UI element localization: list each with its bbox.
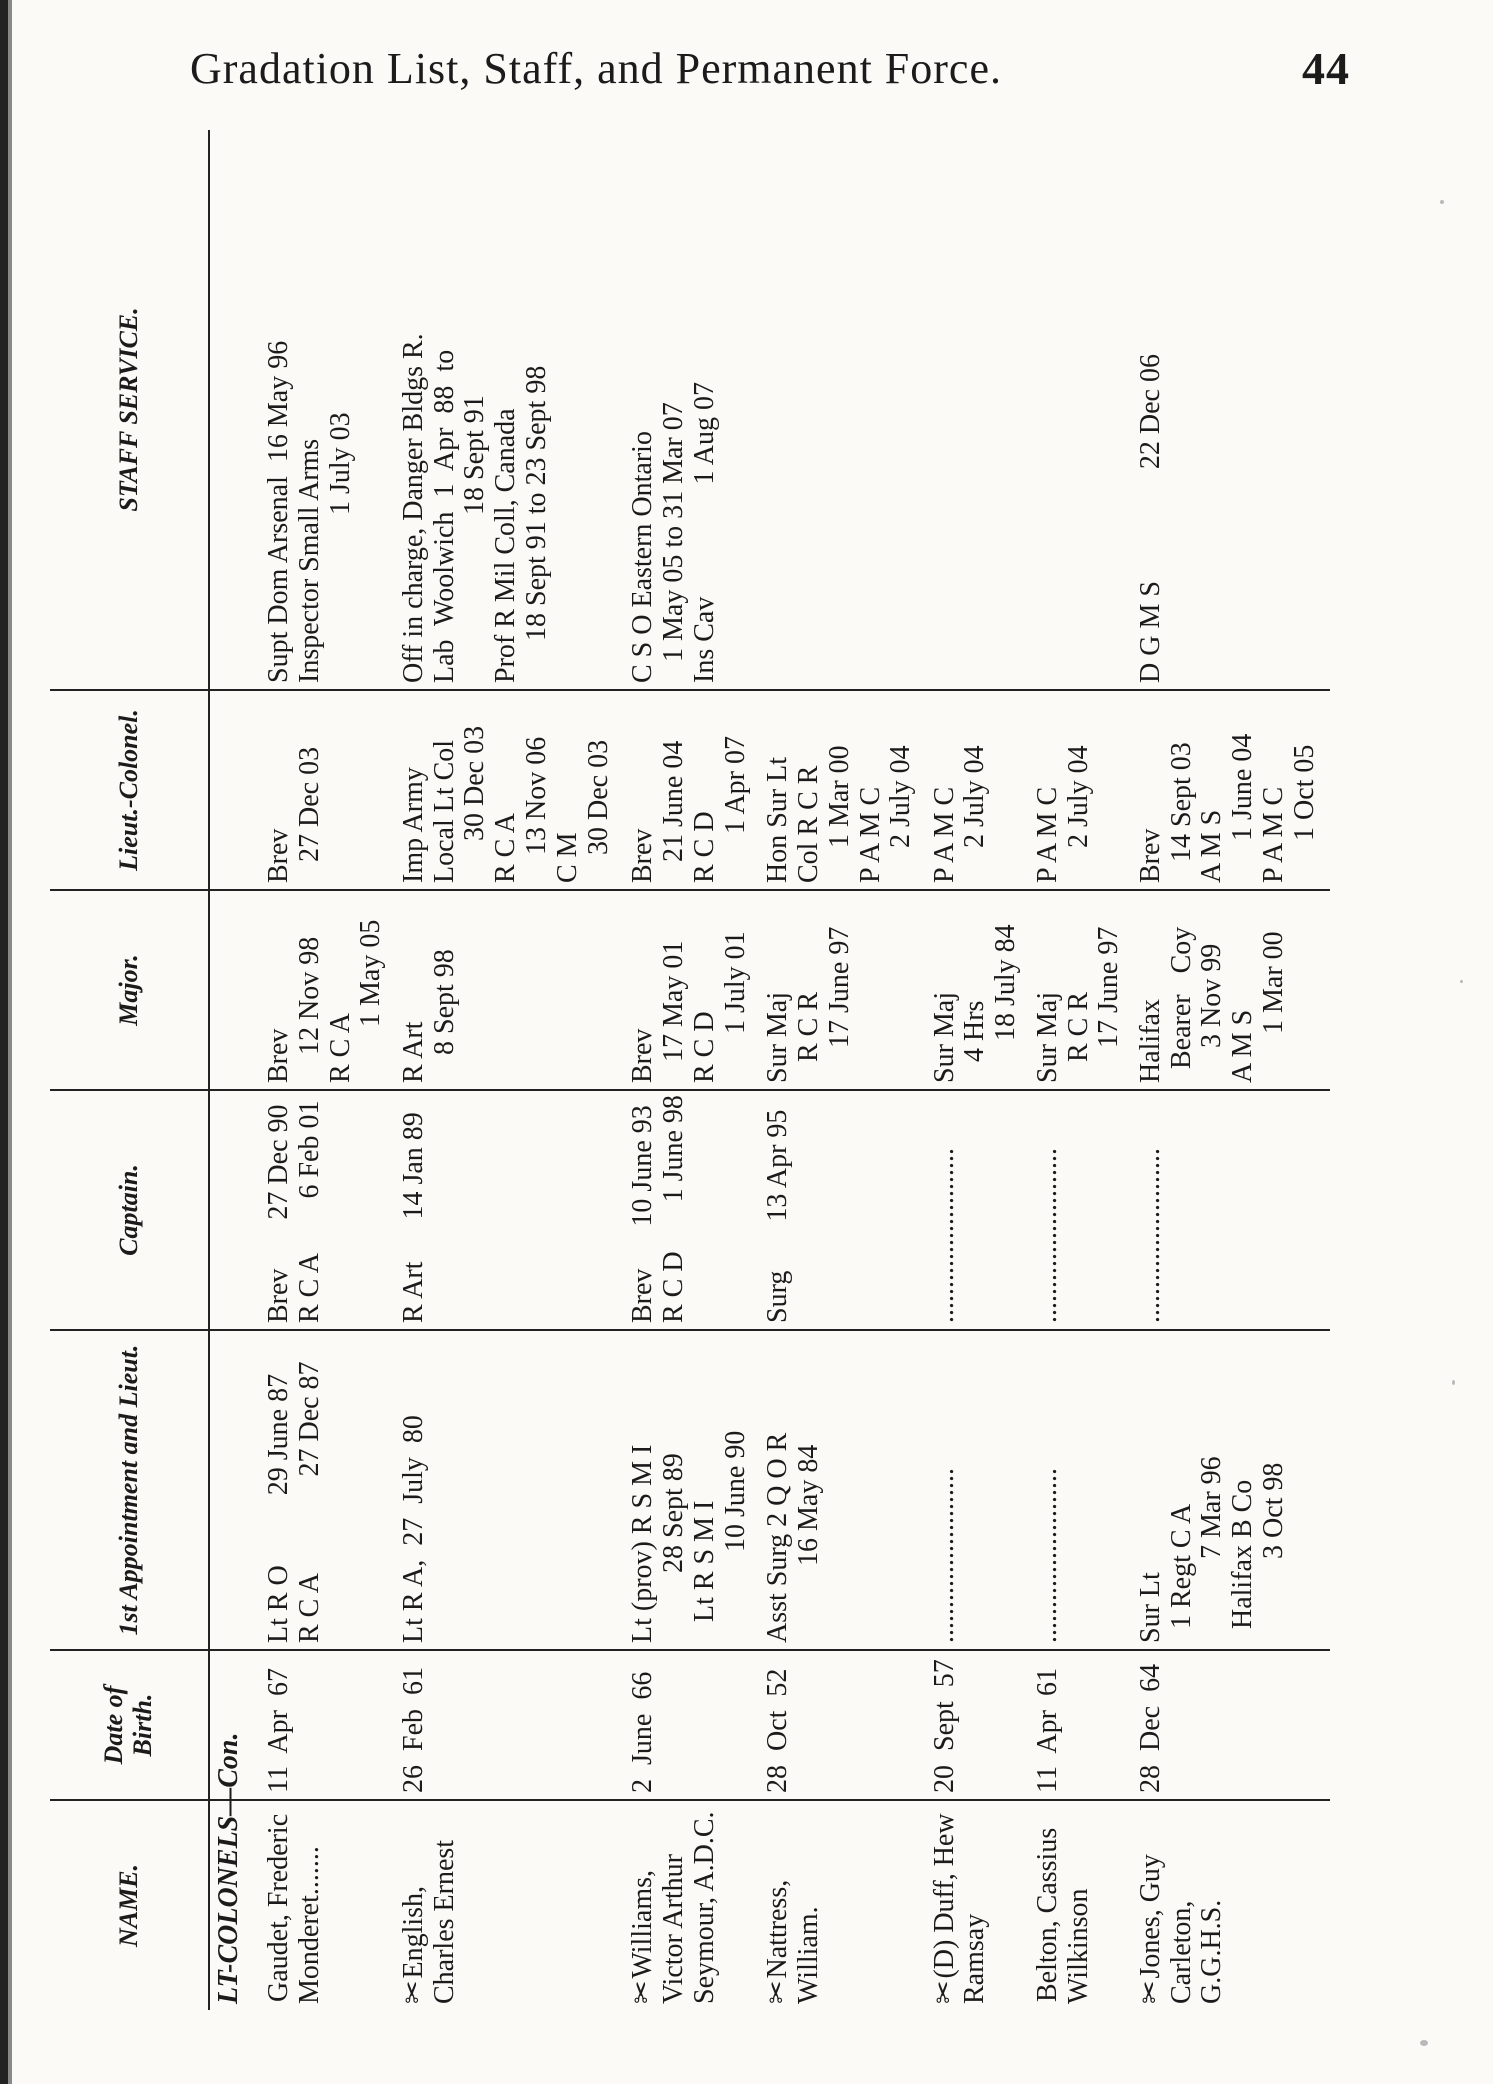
officer-name: Belton, Cassius Wilkinson xyxy=(1031,1827,1094,2004)
page-title: Gradation List, Staff, and Permanent Force. xyxy=(190,43,1002,93)
cell-first-appt: ......................... xyxy=(926,1330,1029,1650)
group-label: LT-COLONELS—Con. xyxy=(213,1732,244,2004)
cell-major: Brev 12 Nov 98 R C A 1 May 05 xyxy=(260,890,395,1090)
column-header-captain: Captain. xyxy=(50,1090,209,1330)
cell-dob: 11 Apr 67 xyxy=(260,1650,395,1800)
rotated-table-stage xyxy=(50,130,1330,2010)
cell-dob: 11 Apr 61 xyxy=(1029,1650,1132,1800)
paper-speck xyxy=(1440,200,1444,204)
cell-lt-colonel: Brev 14 Sept 03 A M S 1 June 04 P A M C 1 Oct 05 xyxy=(1132,690,1330,890)
scissors-mark-icon: ✂ xyxy=(928,1980,960,2004)
cell-dob: 26 Feb 61 xyxy=(395,1650,625,1800)
cell-captain: Brev 27 Dec 90 R C A 6 Feb 01 xyxy=(260,1090,395,1330)
paper-speck xyxy=(1452,1380,1455,1385)
scissors-mark-icon: ✂ xyxy=(1134,1980,1166,2004)
cell-lt-colonel: Imp Army Local Lt Col 30 Dec 03 R C A 13 Nov 06 C M 30 Dec 03 xyxy=(395,690,625,890)
table-row xyxy=(260,130,395,2010)
cell-captain: ......................... xyxy=(1132,1090,1330,1330)
officer-name: Nattress, William. xyxy=(762,1879,825,2004)
cell-first-appt: Asst Surg 2 Q O R 16 May 84 xyxy=(759,1330,925,1650)
table-row xyxy=(926,130,1029,2010)
group-row xyxy=(209,130,260,2010)
cell-first-appt: Lt (prov) R S M I 28 Sept 89 Lt R S M I 10 June 90 xyxy=(624,1330,759,1650)
table-header-row xyxy=(50,130,209,2010)
cell-lt-colonel: P A M C 2 July 04 xyxy=(1029,690,1132,890)
cell-lt-colonel: Brev 21 June 04 R C D 1 Apr 07 xyxy=(624,690,759,890)
cell-captain: R Art 14 Jan 89 xyxy=(395,1090,625,1330)
cell-first-appt: ......................... xyxy=(1029,1330,1132,1650)
officer-name-cell xyxy=(395,1800,625,2010)
officer-name-cell xyxy=(759,1800,925,2010)
officer-name: Gaudet, Frederic Monderet....... xyxy=(263,1813,325,2004)
column-header-first-appt: 1st Appointment and Lieut. xyxy=(50,1330,209,1650)
cell-captain: ......................... xyxy=(1029,1090,1132,1330)
page-header xyxy=(190,40,1350,96)
cell-major: R Art 8 Sept 98 xyxy=(395,890,625,1090)
table-row xyxy=(624,130,759,2010)
cell-dob: 2 June 66 xyxy=(624,1650,759,1800)
scissors-mark-icon: ✂ xyxy=(762,1980,794,2004)
cell-staff-service: D G M S 22 Dec 06 xyxy=(1132,130,1330,690)
officer-name-cell xyxy=(1132,1800,1330,2010)
table-row xyxy=(759,130,925,2010)
cell-staff-service xyxy=(926,130,1029,690)
column-header-dob: Date of Birth. xyxy=(50,1650,209,1800)
officer-name-cell xyxy=(1029,1800,1132,2010)
page-binding-edge xyxy=(0,0,8,2084)
cell-major: Brev 17 May 01 R C D 1 July 01 xyxy=(624,890,759,1090)
cell-captain: ......................... xyxy=(926,1090,1029,1330)
cell-staff-service xyxy=(1029,130,1132,690)
cell-major: Halifax Bearer Coy 3 Nov 99 A M S 1 Mar 00 xyxy=(1132,890,1330,1090)
cell-captain: Surg 13 Apr 95 xyxy=(759,1090,925,1330)
table-row xyxy=(1029,130,1132,2010)
scissors-mark-icon: ✂ xyxy=(627,1980,659,2004)
cell-staff-service: C S O Eastern Ontario 1 May 05 to 31 Mar 07 Ins Cav 1 Aug 07 xyxy=(624,130,759,690)
officer-name: English, Charles Ernest xyxy=(397,1839,460,2004)
cell-staff-service: Supt Dom Arsenal 16 May 96 Inspector Small Arms 1 July 03 xyxy=(260,130,395,690)
cell-dob: 28 Oct 52 xyxy=(759,1650,925,1800)
cell-dob: 20 Sept 57 xyxy=(926,1650,1029,1800)
cell-lt-colonel: Hon Sur Lt Col R C R 1 Mar 00 P A M C 2 July 04 xyxy=(759,690,925,890)
table-row xyxy=(1132,130,1330,2010)
cell-major: Sur Maj R C R 17 June 97 xyxy=(759,890,925,1090)
cell-dob: 28 Dec 64 xyxy=(1132,1650,1330,1800)
page-binding-shadow xyxy=(8,0,12,2084)
table-row xyxy=(395,130,625,2010)
column-header-name: NAME. xyxy=(50,1800,209,2010)
cell-major: Sur Maj 4 Hrs 18 July 84 xyxy=(926,890,1029,1090)
cell-captain: Brev 10 June 93 R C D 1 June 98 xyxy=(624,1090,759,1330)
cell-lt-colonel: Brev 27 Dec 03 xyxy=(260,690,395,890)
paper-speck xyxy=(1420,2040,1428,2046)
gradation-table xyxy=(50,130,1330,2010)
column-header-major: Major. xyxy=(50,890,209,1090)
column-header-lt-colonel: Lieut.-Colonel. xyxy=(50,690,209,890)
cell-lt-colonel: P A M C 2 July 04 xyxy=(926,690,1029,890)
scissors-mark-icon: ✂ xyxy=(397,1980,429,2004)
cell-first-appt: Lt R A, 27 July 80 xyxy=(395,1330,625,1650)
officer-name: (D) Duff, Hew Ramsay xyxy=(928,1813,991,2004)
cell-major: Sur Maj R C R 17 June 97 xyxy=(1029,890,1132,1090)
officer-name: Jones, Guy Carleton, G.G.H.S. xyxy=(1134,1854,1228,2004)
column-header-staff-service: STAFF SERVICE. xyxy=(50,130,209,690)
cell-first-appt: Lt R O 29 June 87 R C A 27 Dec 87 xyxy=(260,1330,395,1650)
officer-name-cell xyxy=(624,1800,759,2010)
officer-name-cell xyxy=(926,1800,1029,2010)
cell-staff-service: Off in charge, Danger Bldgs R. Lab Woolwich 1 Apr 88 to 18 Sept 91 Prof R Mil Coll, Canada 18 Sept 91 to 23 Sept 98 xyxy=(395,130,625,690)
page-number: 44 xyxy=(1302,42,1350,94)
cell-first-appt: Sur Lt 1 Regt C A 7 Mar 96 Halifax B Co 3 Oct 98 xyxy=(1132,1330,1330,1650)
officer-name: Williams, Victor Arthur Seymour, A.D.C. xyxy=(627,1811,721,2004)
officer-name-cell xyxy=(260,1800,395,2010)
paper-speck xyxy=(1460,980,1463,983)
cell-staff-service xyxy=(759,130,925,690)
